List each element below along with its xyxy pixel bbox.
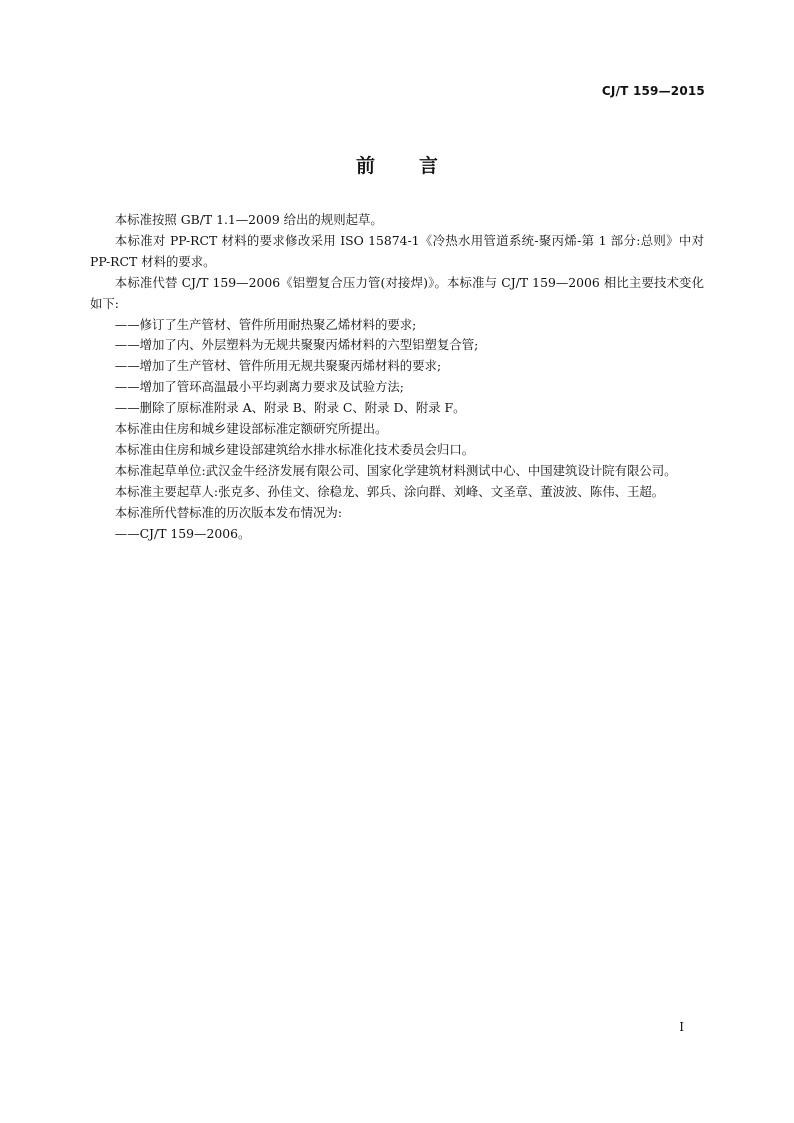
paragraph: 本标准由住房和城乡建设部标准定额研究所提出。 xyxy=(114,421,388,437)
page-title: 前言 xyxy=(355,155,482,177)
paragraph: 本标准起草单位:武汉金牛经济发展有限公司、国家化学建筑材料测试中心、中国建筑设计院有限公司。 xyxy=(114,462,677,478)
paragraph: 本标准代替 CJ/T 159—2006《铝塑复合压力管(对接焊)》。本标准与 CJ/T 159—2006 相比主要技术变化如下: xyxy=(90,274,704,311)
paragraph: 本标准由住房和城乡建设部建筑给水排水标准化技术委员会归口。 xyxy=(114,441,475,457)
foreword-body xyxy=(90,210,704,545)
list-item: ——增加了内、外层塑料为无规共聚聚丙烯材料的六型铝塑复合管; xyxy=(114,337,479,353)
paragraph: 本标准按照 GB/T 1.1—2009 给出的规则起草。 xyxy=(114,212,383,227)
list-item: ——修订了生产管材、管件所用耐热聚乙烯材料的要求; xyxy=(114,316,417,332)
list-item: ——增加了管环高温最小平均剥离力要求及试验方法; xyxy=(114,379,404,395)
list-item: ——增加了生产管材、管件所用无规共聚聚丙烯材料的要求; xyxy=(114,358,442,374)
paragraph: 本标准对 PP-RCT 材料的要求修改采用 ISO 15874-1《冷热水用管道系统-聚丙烯-第 1 部分:总则》中对 PP-RCT 材料的要求。 xyxy=(90,232,704,269)
page-number: I xyxy=(679,1020,684,1034)
paragraph: 本标准所代替标准的历次版本发布情况为: xyxy=(114,504,343,520)
paragraph: 本标准主要起草人:张克多、孙佳文、徐稳龙、郭兵、涂向群、刘峰、文圣章、董波波、陈伟、王超。 xyxy=(114,483,665,499)
list-item: ——CJ/T 159—2006。 xyxy=(114,525,251,541)
list-item: ——删除了原标准附录 A、附录 B、附录 C、附录 D、附录 F。 xyxy=(114,400,466,416)
standard-number: CJ/T 159—2015 xyxy=(601,84,705,98)
